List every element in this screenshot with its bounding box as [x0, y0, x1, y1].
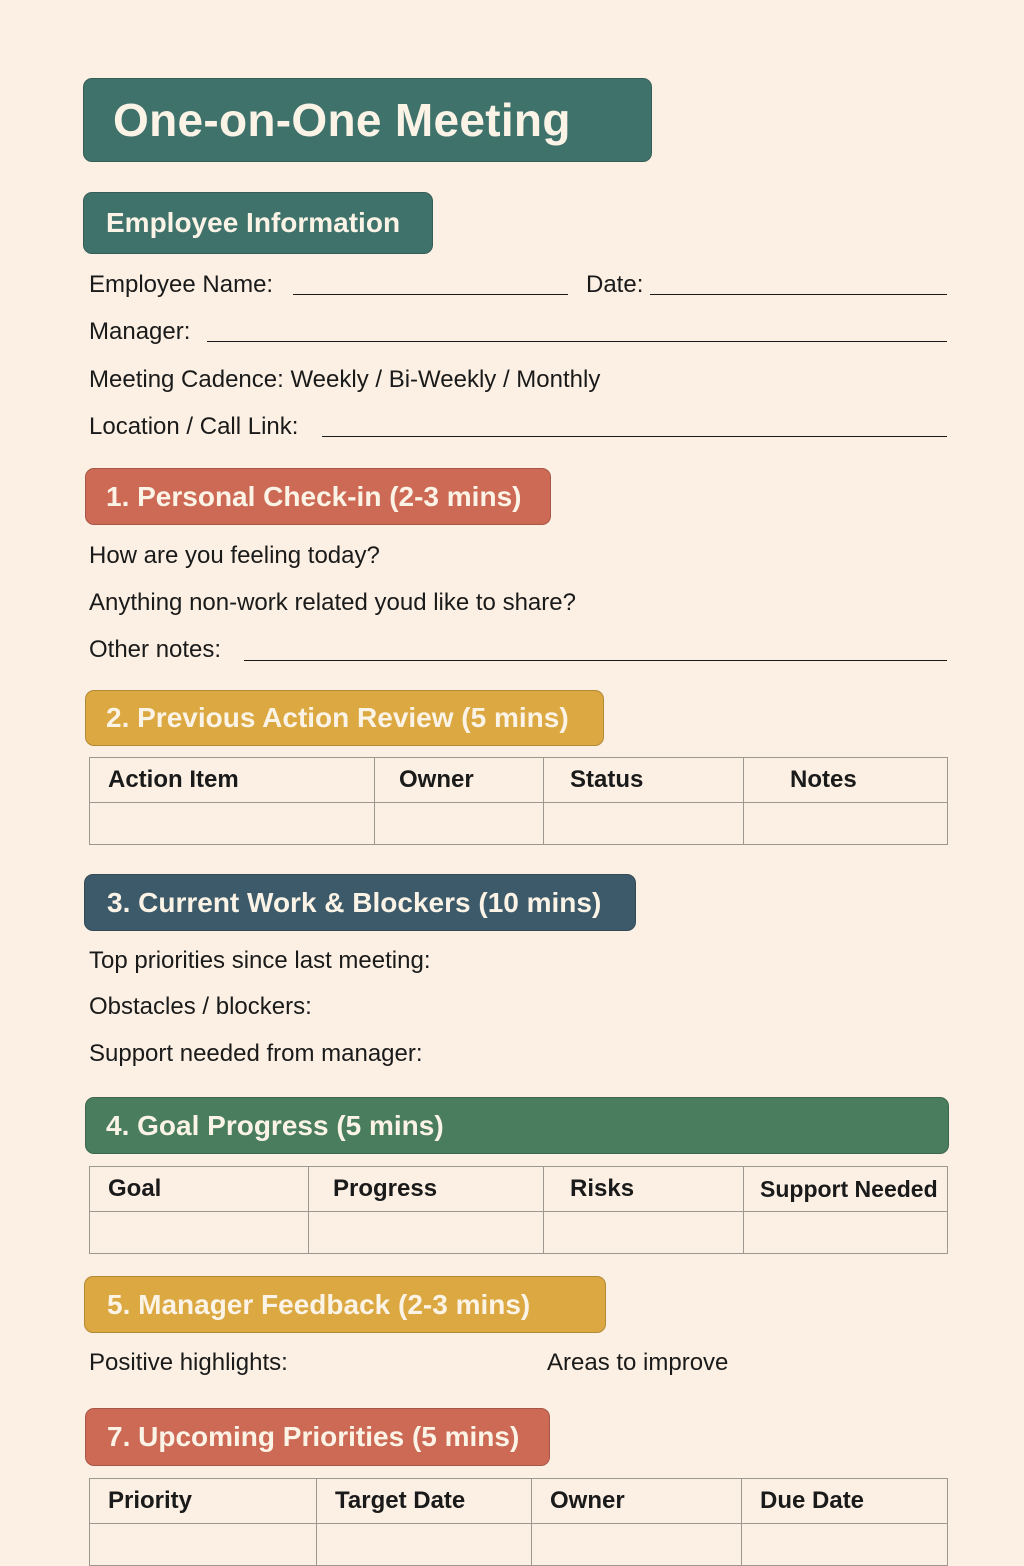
- column-header: Status: [544, 758, 744, 803]
- table-cell[interactable]: [742, 1524, 948, 1566]
- table-cell[interactable]: [532, 1524, 742, 1566]
- areas-to-improve-label: Areas to improve: [547, 1349, 729, 1376]
- table-header-row: [90, 758, 948, 803]
- table-cell[interactable]: [90, 1524, 317, 1566]
- date-field[interactable]: [650, 294, 947, 295]
- column-header: Action Item: [90, 758, 375, 803]
- employee-name-field[interactable]: [293, 294, 568, 295]
- table-cell[interactable]: [90, 803, 375, 845]
- positive-highlights-label: Positive highlights:: [89, 1349, 288, 1376]
- support-needed-label: Support needed from manager:: [89, 1040, 423, 1067]
- current-work-heading: 3. Current Work & Blockers (10 mins): [84, 874, 636, 931]
- column-header: Target Date: [317, 1479, 532, 1524]
- location-label: Location / Call Link:: [89, 413, 299, 440]
- column-header: Owner: [375, 758, 544, 803]
- table-row: [90, 1212, 948, 1254]
- goal-progress-table: [89, 1166, 948, 1254]
- table-row: [90, 803, 948, 845]
- table-row: [90, 1524, 948, 1566]
- table-header-row: [90, 1167, 948, 1212]
- page-title: One-on-One Meeting: [83, 78, 652, 162]
- employee-name-label: Employee Name:: [89, 271, 274, 298]
- checkin-prompt-non-work: Anything non-work related youd like to share?: [89, 589, 576, 616]
- table-cell[interactable]: [744, 1212, 948, 1254]
- meeting-cadence-options: Meeting Cadence: Weekly / Bi-Weekly / Monthly: [89, 366, 601, 393]
- action-review-table: [89, 757, 948, 845]
- column-header: Owner: [532, 1479, 742, 1524]
- employee-information-heading: Employee Information: [83, 192, 433, 254]
- table-cell[interactable]: [375, 803, 544, 845]
- top-priorities-label: Top priorities since last meeting:: [89, 947, 431, 974]
- table-cell[interactable]: [544, 803, 744, 845]
- upcoming-priorities-table: [89, 1478, 948, 1566]
- manager-feedback-heading: 5. Manager Feedback (2-3 mins): [84, 1276, 606, 1333]
- table-cell[interactable]: [544, 1212, 744, 1254]
- obstacles-label: Obstacles / blockers:: [89, 993, 312, 1020]
- checkin-prompt-feeling: How are you feeling today?: [89, 542, 380, 569]
- manager-label: Manager:: [89, 318, 191, 345]
- column-header: Notes: [744, 758, 948, 803]
- other-notes-label: Other notes:: [89, 636, 222, 663]
- upcoming-priorities-heading: 7. Upcoming Priorities (5 mins): [85, 1408, 550, 1466]
- personal-checkin-heading: 1. Personal Check-in (2-3 mins): [85, 468, 551, 525]
- goal-progress-heading: 4. Goal Progress (5 mins): [85, 1097, 949, 1154]
- table-cell[interactable]: [309, 1212, 544, 1254]
- column-header: Risks: [544, 1167, 744, 1212]
- column-header: Progress: [309, 1167, 544, 1212]
- table-header-row: [90, 1479, 948, 1524]
- column-header: Priority: [90, 1479, 317, 1524]
- manager-field[interactable]: [207, 341, 947, 342]
- column-header: Goal: [90, 1167, 309, 1212]
- table-cell[interactable]: [317, 1524, 532, 1566]
- column-header: Due Date: [742, 1479, 948, 1524]
- other-notes-field[interactable]: [244, 660, 947, 661]
- table-cell[interactable]: [90, 1212, 309, 1254]
- previous-action-review-heading: 2. Previous Action Review (5 mins): [85, 690, 604, 746]
- location-field[interactable]: [322, 436, 947, 437]
- table-cell[interactable]: [744, 803, 948, 845]
- date-label: Date:: [586, 271, 644, 298]
- column-header: Support Needed: [744, 1167, 948, 1212]
